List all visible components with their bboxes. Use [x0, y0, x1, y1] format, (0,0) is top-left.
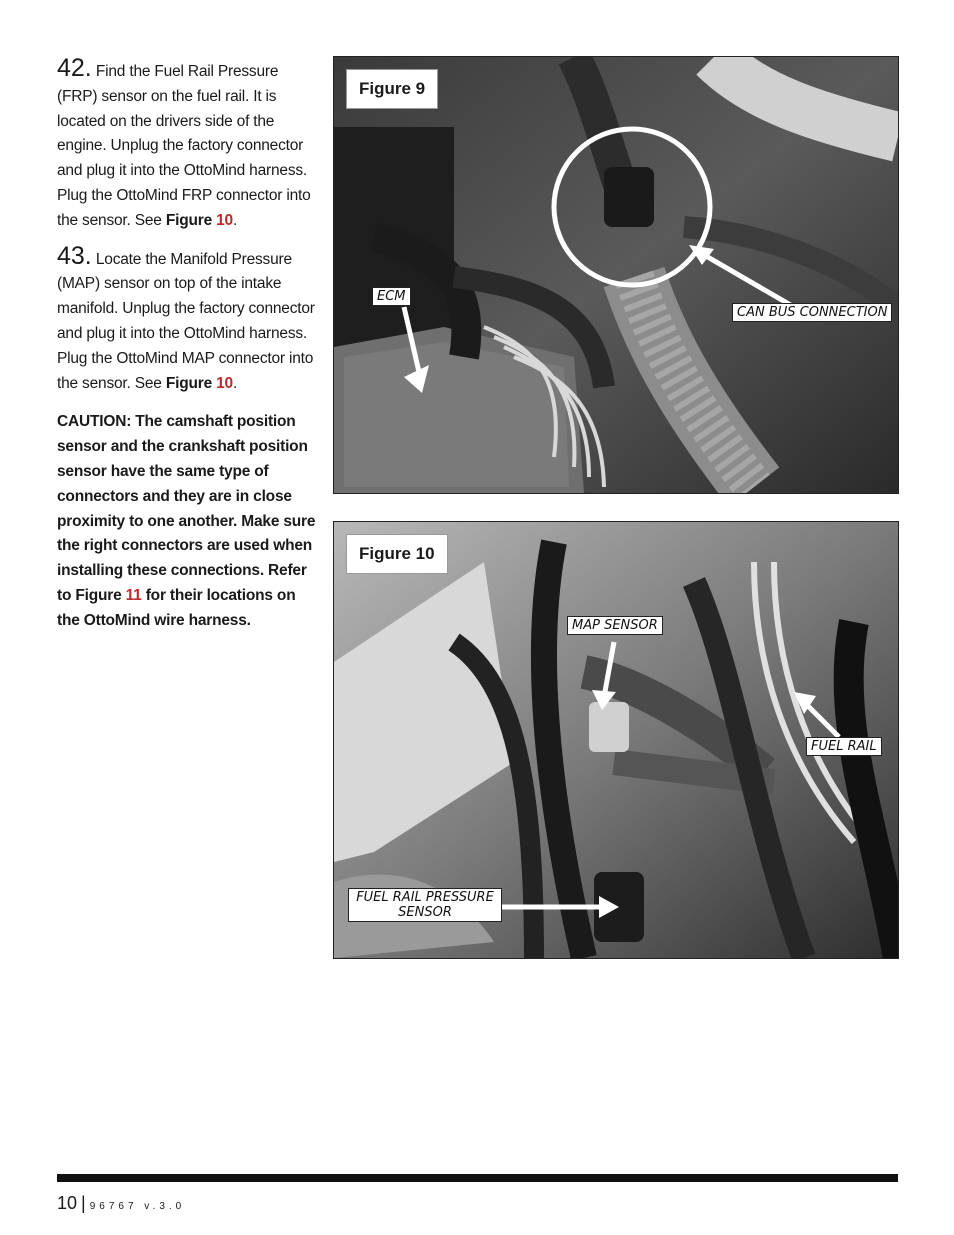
step-tail: . [232, 374, 238, 392]
step-42 [57, 56, 319, 234]
page-footer [57, 1193, 185, 1214]
figure-9-photo [333, 56, 899, 494]
footer-rule [57, 1174, 898, 1182]
figure-ref-number[interactable]: 10 [216, 211, 233, 229]
caution-tail: for their locations on the OttoMind wire harness. [57, 586, 296, 629]
step-number: 43. [57, 241, 92, 270]
footer-separator: | [81, 1193, 86, 1213]
step-text: Find the Fuel Rail Pressure (FRP) sensor on the fuel rail. It is located on the drivers side of the engine. Unplug the factory connector and plug it into the OttoMind harness. Plug the OttoMind FRP connector into the sensor. See [57, 63, 311, 229]
ecm-callout: ECM [372, 287, 411, 306]
figure-ref-number[interactable]: 11 [125, 586, 142, 604]
caution-note [57, 410, 319, 633]
figure-label: Figure 10 [346, 534, 448, 574]
caution-text: CAUTION: The camshaft position sensor and the crankshaft position sensor have the same type of connectors and they are in close proximity to one another. Make sure the right connectors are used when installing these connections. Refer to Figure [57, 413, 316, 604]
step-text: Locate the Manifold Pressure (MAP) sensor on top of the intake manifold. Unplug the factory connector and plug it into the OttoMind harness. Plug the OttoMind MAP connector into the sensor. See [57, 250, 315, 392]
figure-ref-word: Figure [165, 374, 212, 392]
instruction-column [57, 56, 319, 644]
step-tail: . [232, 211, 238, 229]
figure-ref-number[interactable]: 10 [216, 374, 233, 392]
engine-photo-ecm [334, 57, 898, 493]
figure-label: Figure 9 [346, 69, 438, 109]
step-number: 42. [57, 54, 92, 82]
page-number: 10 [57, 1193, 78, 1213]
frp-sensor-callout: FUEL RAIL PRESSURE SENSOR [348, 888, 502, 922]
map-sensor-callout: MAP SENSOR [567, 616, 663, 635]
figure-ref-word: Figure [165, 211, 212, 229]
step-43 [57, 241, 319, 397]
fuel-rail-callout: FUEL RAIL [806, 737, 882, 756]
can-bus-callout: CAN BUS CONNECTION [732, 303, 892, 322]
document-version: 96767 v.3.0 [89, 1201, 186, 1212]
figure-10-photo [333, 521, 899, 959]
